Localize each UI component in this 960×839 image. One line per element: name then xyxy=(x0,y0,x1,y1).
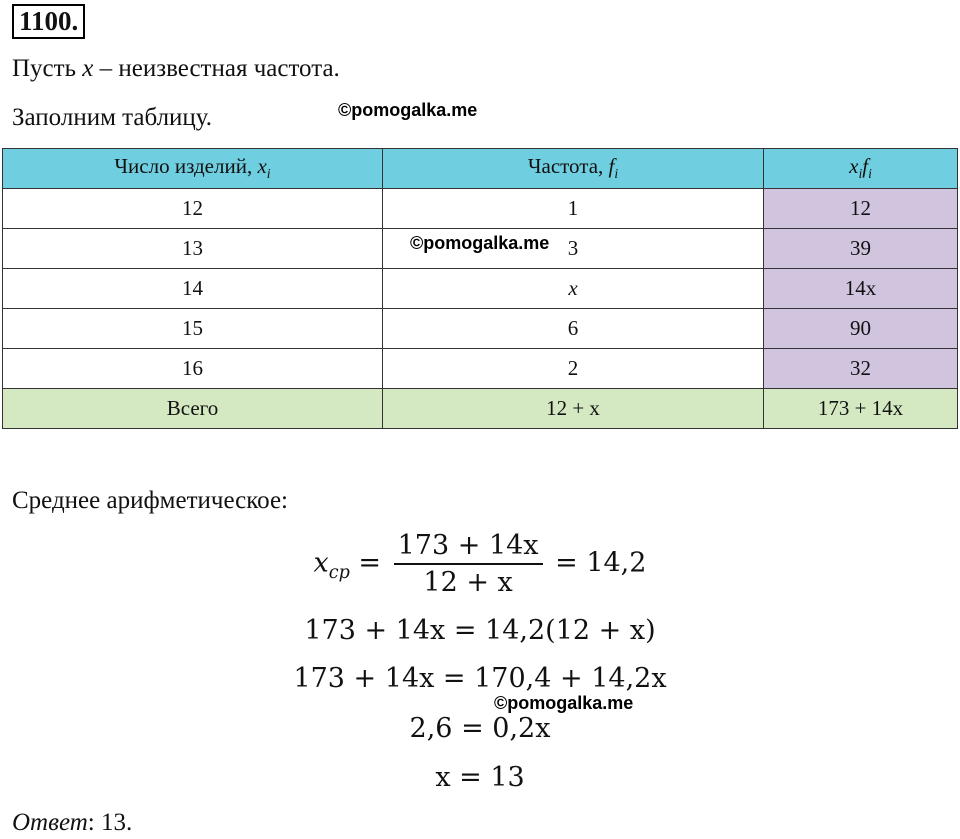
table-row xyxy=(3,349,958,389)
equation-3: 173 + 14x = 170,4 + 14,2x xyxy=(293,663,667,694)
intro-let-prefix: Пусть xyxy=(12,55,83,82)
table-total-row xyxy=(3,389,958,429)
cell-xifi: 90 xyxy=(764,309,958,349)
header-frequency: Частота, $f_i$ xyxy=(383,149,764,189)
table-row xyxy=(3,309,958,349)
cell-xifi: 14x xyxy=(764,269,958,309)
cell-fi: x xyxy=(383,269,764,309)
answer-value: : 13. xyxy=(87,809,133,836)
watermark-2: ©pomogalka.me xyxy=(410,233,550,253)
equation-4: 2,6 = 0,2x xyxy=(409,713,551,744)
fraction-numerator: 173 + 14x xyxy=(394,530,543,565)
watermark-1: ©pomogalka.me xyxy=(338,100,478,120)
cell-xi: 16 xyxy=(3,349,383,389)
table-row xyxy=(3,189,958,229)
header-product: $x_if_i$ xyxy=(764,149,958,189)
table-row xyxy=(3,229,958,269)
cell-xifi: 32 xyxy=(764,349,958,389)
answer-label: Ответ xyxy=(12,809,88,836)
watermark-3: ©pomogalka.me xyxy=(494,693,634,713)
cell-xi: 14 xyxy=(3,269,383,309)
fraction-denominator: 12 + x xyxy=(423,567,513,598)
cell-xi: 12 xyxy=(3,189,383,229)
intro-variable: x xyxy=(82,55,94,82)
cell-fi: 1 xyxy=(383,189,764,229)
equation-2: 173 + 14x = 14,2(12 + x) xyxy=(304,615,656,646)
mean-label-text: Среднее арифметическое: xyxy=(12,487,288,514)
cell-xifi: 12 xyxy=(764,189,958,229)
cell-xi: 15 xyxy=(3,309,383,349)
cell-fi: ©pomogalka.me 3 xyxy=(383,229,764,269)
equation-5: x = 13 xyxy=(435,762,525,793)
equation-mean: $x_{cp}$ = $\frac{173 + 14x}{12 + x}$ = 14,2 xyxy=(313,530,647,598)
total-xifi: 173 + 14x xyxy=(764,389,958,429)
total-label: Всего xyxy=(3,389,383,429)
cell-xifi: 39 xyxy=(764,229,958,269)
problem-number: 1100. xyxy=(12,4,85,39)
cell-fi: 2 xyxy=(383,349,764,389)
fill-table-text: Заполним таблицу. xyxy=(12,104,213,131)
header-quantity: Число изделий, $x_i$ xyxy=(3,149,383,189)
frequency-table xyxy=(2,148,958,429)
table-row xyxy=(3,269,958,309)
intro-line xyxy=(12,54,340,84)
cell-fi: 6 xyxy=(383,309,764,349)
table-header-row xyxy=(3,149,958,189)
equation-rhs: = 14,2 xyxy=(555,547,647,579)
fraction xyxy=(394,530,543,598)
answer-line xyxy=(12,808,132,838)
cell-xi: 13 xyxy=(3,229,383,269)
intro-let-suffix: – неизвестная частота. xyxy=(93,55,340,82)
total-fi: 12 + x xyxy=(383,389,764,429)
